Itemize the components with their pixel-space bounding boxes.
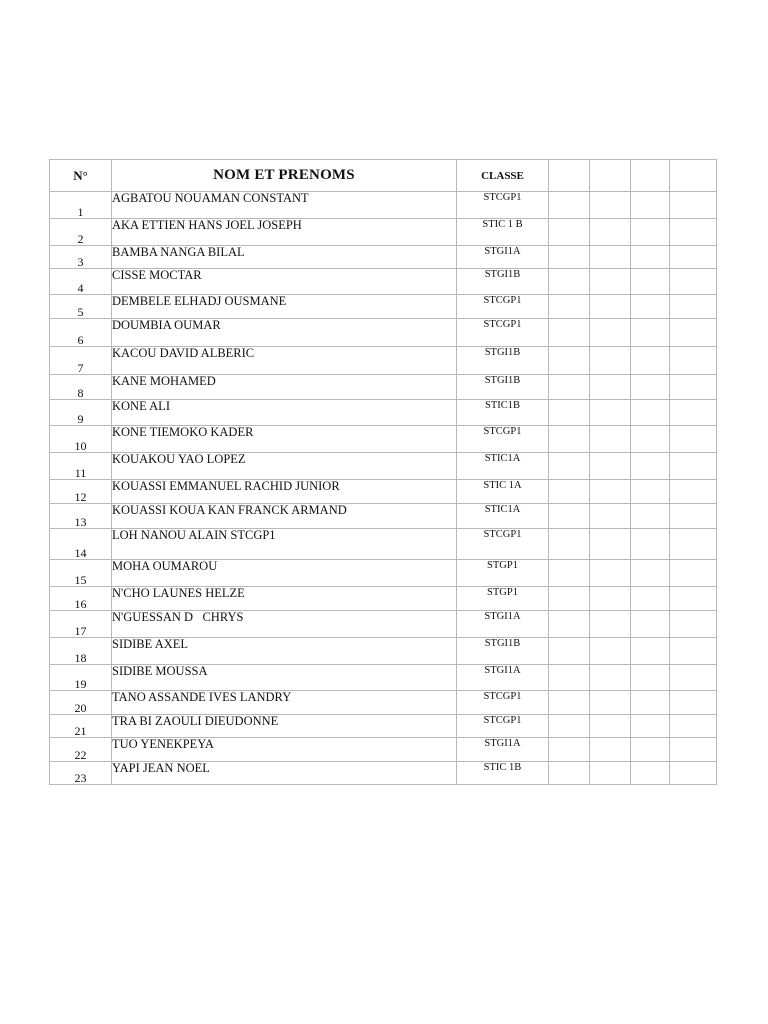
table-row bbox=[50, 246, 717, 269]
empty-cell bbox=[670, 638, 717, 665]
header-number: N° bbox=[50, 160, 112, 192]
empty-cell bbox=[590, 560, 631, 587]
empty-cell bbox=[590, 480, 631, 504]
table-row bbox=[50, 665, 717, 691]
table-row bbox=[50, 347, 717, 375]
empty-cell bbox=[670, 319, 717, 347]
row-number: 16 bbox=[50, 587, 112, 611]
empty-cell bbox=[549, 587, 590, 611]
empty-cell bbox=[631, 219, 670, 246]
empty-cell bbox=[549, 480, 590, 504]
student-class: STCGP1 bbox=[457, 715, 549, 738]
header-empty-column bbox=[631, 160, 670, 192]
empty-cell bbox=[670, 347, 717, 375]
empty-cell bbox=[670, 269, 717, 295]
empty-cell bbox=[590, 638, 631, 665]
student-name: SIDIBE AXEL bbox=[112, 638, 457, 665]
table-row bbox=[50, 319, 717, 347]
empty-cell bbox=[590, 453, 631, 480]
row-number: 6 bbox=[50, 319, 112, 347]
empty-cell bbox=[590, 587, 631, 611]
empty-cell bbox=[590, 691, 631, 715]
empty-cell bbox=[590, 426, 631, 453]
empty-cell bbox=[670, 480, 717, 504]
table-row bbox=[50, 269, 717, 295]
student-name: DOUMBIA OUMAR bbox=[112, 319, 457, 347]
student-class: STCGP1 bbox=[457, 319, 549, 347]
table-row bbox=[50, 480, 717, 504]
student-name: KONE ALI bbox=[112, 400, 457, 426]
empty-cell bbox=[670, 504, 717, 529]
empty-cell bbox=[590, 762, 631, 785]
student-class: STCGP1 bbox=[457, 295, 549, 319]
empty-cell bbox=[670, 587, 717, 611]
empty-cell bbox=[670, 246, 717, 269]
empty-cell bbox=[549, 453, 590, 480]
empty-cell bbox=[670, 192, 717, 219]
empty-cell bbox=[631, 269, 670, 295]
empty-cell bbox=[631, 560, 670, 587]
empty-cell bbox=[549, 560, 590, 587]
student-class: STCGP1 bbox=[457, 192, 549, 219]
row-number: 7 bbox=[50, 347, 112, 375]
student-name: TUO YENEKPEYA bbox=[112, 738, 457, 762]
row-number: 22 bbox=[50, 738, 112, 762]
student-name: AKA ETTIEN HANS JOEL JOSEPH bbox=[112, 219, 457, 246]
row-number: 4 bbox=[50, 269, 112, 295]
empty-cell bbox=[549, 375, 590, 400]
empty-cell bbox=[631, 192, 670, 219]
roster-body bbox=[50, 192, 717, 785]
student-class: STIC1B bbox=[457, 400, 549, 426]
table-row bbox=[50, 691, 717, 715]
empty-cell bbox=[631, 319, 670, 347]
student-class: STIC1A bbox=[457, 453, 549, 480]
student-name: KACOU DAVID ALBERIC bbox=[112, 347, 457, 375]
empty-cell bbox=[590, 715, 631, 738]
student-class: STGI1A bbox=[457, 611, 549, 638]
empty-cell bbox=[670, 219, 717, 246]
empty-cell bbox=[631, 246, 670, 269]
empty-cell bbox=[670, 665, 717, 691]
table-row bbox=[50, 295, 717, 319]
row-number: 15 bbox=[50, 560, 112, 587]
empty-cell bbox=[549, 715, 590, 738]
empty-cell bbox=[590, 400, 631, 426]
empty-cell bbox=[631, 453, 670, 480]
empty-cell bbox=[670, 691, 717, 715]
row-number: 17 bbox=[50, 611, 112, 638]
empty-cell bbox=[590, 269, 631, 295]
student-name: KOUASSI KOUA KAN FRANCK ARMAND bbox=[112, 504, 457, 529]
empty-cell bbox=[549, 762, 590, 785]
empty-cell bbox=[631, 762, 670, 785]
row-number: 1 bbox=[50, 192, 112, 219]
table-row bbox=[50, 504, 717, 529]
empty-cell bbox=[549, 400, 590, 426]
empty-cell bbox=[670, 560, 717, 587]
empty-cell bbox=[670, 715, 717, 738]
table-row bbox=[50, 453, 717, 480]
empty-cell bbox=[590, 219, 631, 246]
header-empty-column bbox=[590, 160, 631, 192]
empty-cell bbox=[631, 400, 670, 426]
empty-cell bbox=[631, 295, 670, 319]
empty-cell bbox=[549, 665, 590, 691]
student-name: KANE MOHAMED bbox=[112, 375, 457, 400]
student-class: STGI1B bbox=[457, 638, 549, 665]
empty-cell bbox=[549, 269, 590, 295]
empty-cell bbox=[590, 295, 631, 319]
student-name: CISSE MOCTAR bbox=[112, 269, 457, 295]
empty-cell bbox=[549, 529, 590, 560]
empty-cell bbox=[631, 691, 670, 715]
empty-cell bbox=[590, 611, 631, 638]
empty-cell bbox=[670, 453, 717, 480]
student-roster-table bbox=[49, 159, 717, 785]
empty-cell bbox=[631, 426, 670, 453]
empty-cell bbox=[549, 691, 590, 715]
header-name: NOM ET PRENOMS bbox=[112, 160, 457, 192]
empty-cell bbox=[590, 375, 631, 400]
empty-cell bbox=[631, 638, 670, 665]
student-class: STIC 1B bbox=[457, 762, 549, 785]
row-number: 12 bbox=[50, 480, 112, 504]
header-empty-column bbox=[670, 160, 717, 192]
row-number: 23 bbox=[50, 762, 112, 785]
student-name: TRA BI ZAOULI DIEUDONNE bbox=[112, 715, 457, 738]
empty-cell bbox=[631, 504, 670, 529]
empty-cell bbox=[590, 347, 631, 375]
student-class: STGP1 bbox=[457, 587, 549, 611]
empty-cell bbox=[549, 738, 590, 762]
header-row bbox=[50, 160, 717, 192]
student-class: STGI1A bbox=[457, 738, 549, 762]
empty-cell bbox=[670, 295, 717, 319]
empty-cell bbox=[590, 529, 631, 560]
empty-cell bbox=[631, 715, 670, 738]
empty-cell bbox=[549, 295, 590, 319]
row-number: 5 bbox=[50, 295, 112, 319]
row-number: 3 bbox=[50, 246, 112, 269]
empty-cell bbox=[549, 504, 590, 529]
table-row bbox=[50, 611, 717, 638]
student-name: KOUAKOU YAO LOPEZ bbox=[112, 453, 457, 480]
student-name: KONE TIEMOKO KADER bbox=[112, 426, 457, 453]
empty-cell bbox=[590, 738, 631, 762]
empty-cell bbox=[631, 611, 670, 638]
student-class: STGI1B bbox=[457, 269, 549, 295]
empty-cell bbox=[670, 529, 717, 560]
row-number: 2 bbox=[50, 219, 112, 246]
student-name: N'CHO LAUNES HELZE bbox=[112, 587, 457, 611]
empty-cell bbox=[631, 738, 670, 762]
student-class: STGI1A bbox=[457, 665, 549, 691]
empty-cell bbox=[631, 347, 670, 375]
row-number: 19 bbox=[50, 665, 112, 691]
student-class: STGP1 bbox=[457, 560, 549, 587]
student-name: LOH NANOU ALAIN STCGP1 bbox=[112, 529, 457, 560]
student-class: STCGP1 bbox=[457, 691, 549, 715]
empty-cell bbox=[549, 347, 590, 375]
student-name: BAMBA NANGA BILAL bbox=[112, 246, 457, 269]
empty-cell bbox=[590, 246, 631, 269]
empty-cell bbox=[549, 426, 590, 453]
student-class: STGI1A bbox=[457, 246, 549, 269]
header-class: CLASSE bbox=[457, 160, 549, 192]
table-row bbox=[50, 426, 717, 453]
table-row bbox=[50, 587, 717, 611]
empty-cell bbox=[590, 504, 631, 529]
empty-cell bbox=[670, 375, 717, 400]
empty-cell bbox=[631, 375, 670, 400]
row-number: 21 bbox=[50, 715, 112, 738]
row-number: 9 bbox=[50, 400, 112, 426]
empty-cell bbox=[549, 219, 590, 246]
empty-cell bbox=[549, 611, 590, 638]
table-row bbox=[50, 192, 717, 219]
row-number: 8 bbox=[50, 375, 112, 400]
student-class: STIC1A bbox=[457, 504, 549, 529]
empty-cell bbox=[549, 246, 590, 269]
table-row bbox=[50, 638, 717, 665]
student-class: STCGP1 bbox=[457, 426, 549, 453]
row-number: 20 bbox=[50, 691, 112, 715]
empty-cell bbox=[670, 426, 717, 453]
student-class: STIC 1A bbox=[457, 480, 549, 504]
empty-cell bbox=[631, 529, 670, 560]
student-name: SIDIBE MOUSSA bbox=[112, 665, 457, 691]
table-row bbox=[50, 375, 717, 400]
student-name: MOHA OUMAROU bbox=[112, 560, 457, 587]
header-empty-column bbox=[549, 160, 590, 192]
row-number: 10 bbox=[50, 426, 112, 453]
student-class: STGI1B bbox=[457, 375, 549, 400]
empty-cell bbox=[549, 192, 590, 219]
table-row bbox=[50, 762, 717, 785]
student-name: TANO ASSANDE IVES LANDRY bbox=[112, 691, 457, 715]
empty-cell bbox=[670, 738, 717, 762]
empty-cell bbox=[670, 611, 717, 638]
student-name: YAPI JEAN NOEL bbox=[112, 762, 457, 785]
empty-cell bbox=[590, 665, 631, 691]
table-row bbox=[50, 738, 717, 762]
empty-cell bbox=[549, 319, 590, 347]
table-row bbox=[50, 219, 717, 246]
table-row bbox=[50, 400, 717, 426]
table-row bbox=[50, 715, 717, 738]
student-name: DEMBELE ELHADJ OUSMANE bbox=[112, 295, 457, 319]
row-number: 18 bbox=[50, 638, 112, 665]
empty-cell bbox=[590, 319, 631, 347]
student-name: KOUASSI EMMANUEL RACHID JUNIOR bbox=[112, 480, 457, 504]
row-number: 13 bbox=[50, 504, 112, 529]
empty-cell bbox=[631, 665, 670, 691]
empty-cell bbox=[631, 480, 670, 504]
empty-cell bbox=[670, 762, 717, 785]
empty-cell bbox=[549, 638, 590, 665]
row-number: 14 bbox=[50, 529, 112, 560]
student-name: N'GUESSAN D CHRYS bbox=[112, 611, 457, 638]
student-class: STIC 1 B bbox=[457, 219, 549, 246]
student-class: STCGP1 bbox=[457, 529, 549, 560]
empty-cell bbox=[670, 400, 717, 426]
student-name: AGBATOU NOUAMAN CONSTANT bbox=[112, 192, 457, 219]
empty-cell bbox=[590, 192, 631, 219]
row-number: 11 bbox=[50, 453, 112, 480]
table-row bbox=[50, 560, 717, 587]
table-row bbox=[50, 529, 717, 560]
empty-cell bbox=[631, 587, 670, 611]
student-class: STGI1B bbox=[457, 347, 549, 375]
